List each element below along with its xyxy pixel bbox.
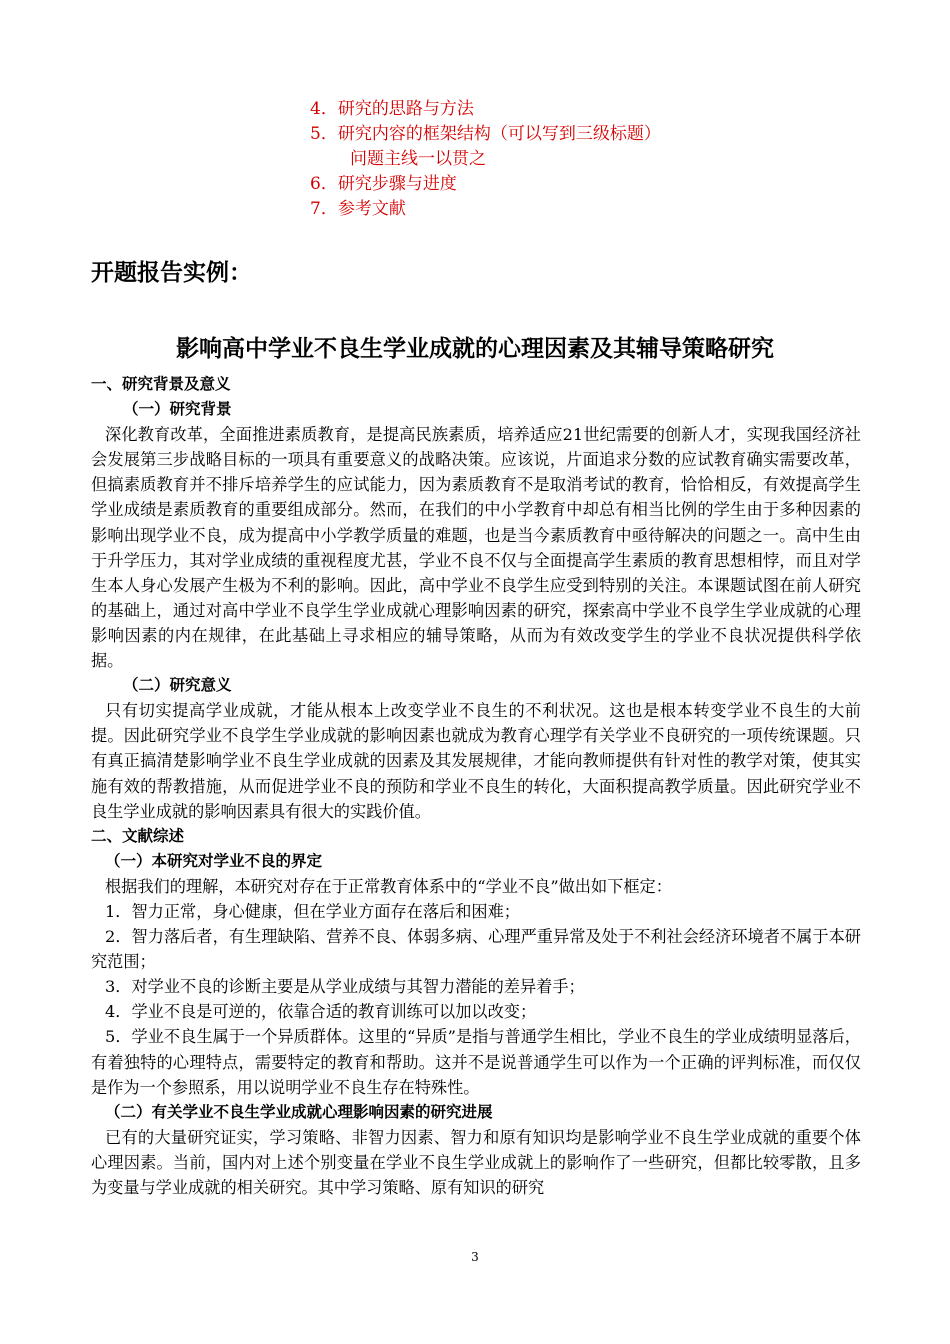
section1-sub1-heading: （一）研究背景	[123, 400, 232, 419]
outline-item-7: 7．参考文献	[310, 199, 406, 219]
page-number: 3	[471, 1250, 479, 1264]
definition-item-5: 5．学业不良生属于一个异质群体。这里的“异质”是指与普通学生相比，学业不良生的学业成绩明显落后，有着独特的心理特点，需要特定的教育和帮助。这并不是说普通学生可以作为一个正确的评判标准，而仅仅是作为一个参照系，用以说明学业不良生存在特殊性。	[91, 1027, 861, 1097]
definition-item-4: 4．学业不良是可逆的，依靠合适的教育训练可以加以改变；	[105, 1002, 537, 1022]
outline-item-5: 5．研究内容的框架结构（可以写到三级标题）	[310, 124, 661, 144]
section2-para: 已有的大量研究证实，学习策略、非智力因素、智力和原有知识均是影响学业不良生学业成就的重要个体心理因素。当前，国内对上述个别变量在学业不良生学业成就上的影响作了一些研究，但都比较零散，且多为变量与学业成就的相关研究。其中学习策略、原有知识的研究	[91, 1127, 861, 1197]
outline-item-6: 6．研究步骤与进度	[310, 174, 457, 194]
example-heading: 开题报告实例：	[91, 260, 252, 286]
outline-list	[310, 97, 661, 222]
section1-para1: 深化教育改革，全面推进素质教育，是提高民族素质，培养适应21世纪需要的创新人才，实现我国经济社会发展第三步战略目标的一项具有重要意义的战略决策。应该说，片面追求分数的应试教育确实需要改革，但搞素质教育并不排斥培养学生的应试能力，因为素质教育不是取消考试的教育，恰恰相反，有效提高学生学业成绩是素质教育的重要组成部分。然而，在我们的中小学教育中却总有相当比例的学生由于多种因素的影响出现学业不良，成为提高中小学教学质量的难题，也是当今素质教育中亟待解决的问题之一。高中生由于升学压力，其对学业成绩的重视程度尤甚，学业不良不仅与全面提高学生素质的教育思想相悖，而且对学生本人身心发展产生极为不利的影响。因此，高中学业不良学生应受到特别的关注。本课题试图在前人研究的基础上，通过对高中学业不良学生学业成就心理影响因素的研究，探索高中学业不良学生学业成就的心理影响因素的内在规律，在此基础上寻求相应的辅导策略，从而为有效改变学生的学业不良状况提供科学依据。	[91, 425, 861, 671]
outline-item-5-sub: 问题主线一以贯之	[350, 149, 486, 169]
definition-item-1: 1．智力正常，身心健康，但在学业方面存在落后和困难；	[105, 901, 520, 921]
section1-heading: 一、研究背景及意义	[91, 375, 231, 393]
section2-sub2-heading: （二）有关学业不良生学业成就心理影响因素的研究进展	[105, 1102, 493, 1121]
report-body	[91, 372, 861, 1200]
section2-heading: 二、文献综述	[91, 826, 185, 845]
definition-item-3: 3．对学业不良的诊断主要是从学业成绩与其智力潜能的差异着手；	[105, 977, 585, 997]
section2-intro: 根据我们的理解，本研究对存在于正常教育体系中的“学业不良”做出如下框定：	[105, 876, 672, 896]
section1-sub2-heading: （二）研究意义	[123, 676, 232, 695]
definition-item-2: 2．智力落后者，有生理缺陷、营养不良、体弱多病、心理严重异常及处于不利社会经济环境者不属于本研究范围；	[91, 927, 861, 972]
outline-item-4: 4．研究的思路与方法	[310, 99, 474, 119]
section1-para2: 只有切实提高学业成就，才能从根本上改变学业不良生的不利状况。这也是根本转变学业不良生的大前提。因此研究学业不良学生学业成就的影响因素也就成为教育心理学有关学业不良研究的一项传统课题。只有真正搞清楚影响学业不良生学业成就的因素及其发展规律，才能向教师提供有针对性的教学对策，使其实施有效的帮教措施，从而促进学业不良的预防和学业不良生的转化，大面积提高教学质量。因此研究学业不良生学业成就的影响因素具有很大的实践价值。	[91, 701, 861, 821]
report-title: 影响高中学业不良生学业成就的心理因素及其辅导策略研究	[176, 336, 774, 362]
section2-sub1-heading: （一）本研究对学业不良的界定	[105, 851, 323, 870]
